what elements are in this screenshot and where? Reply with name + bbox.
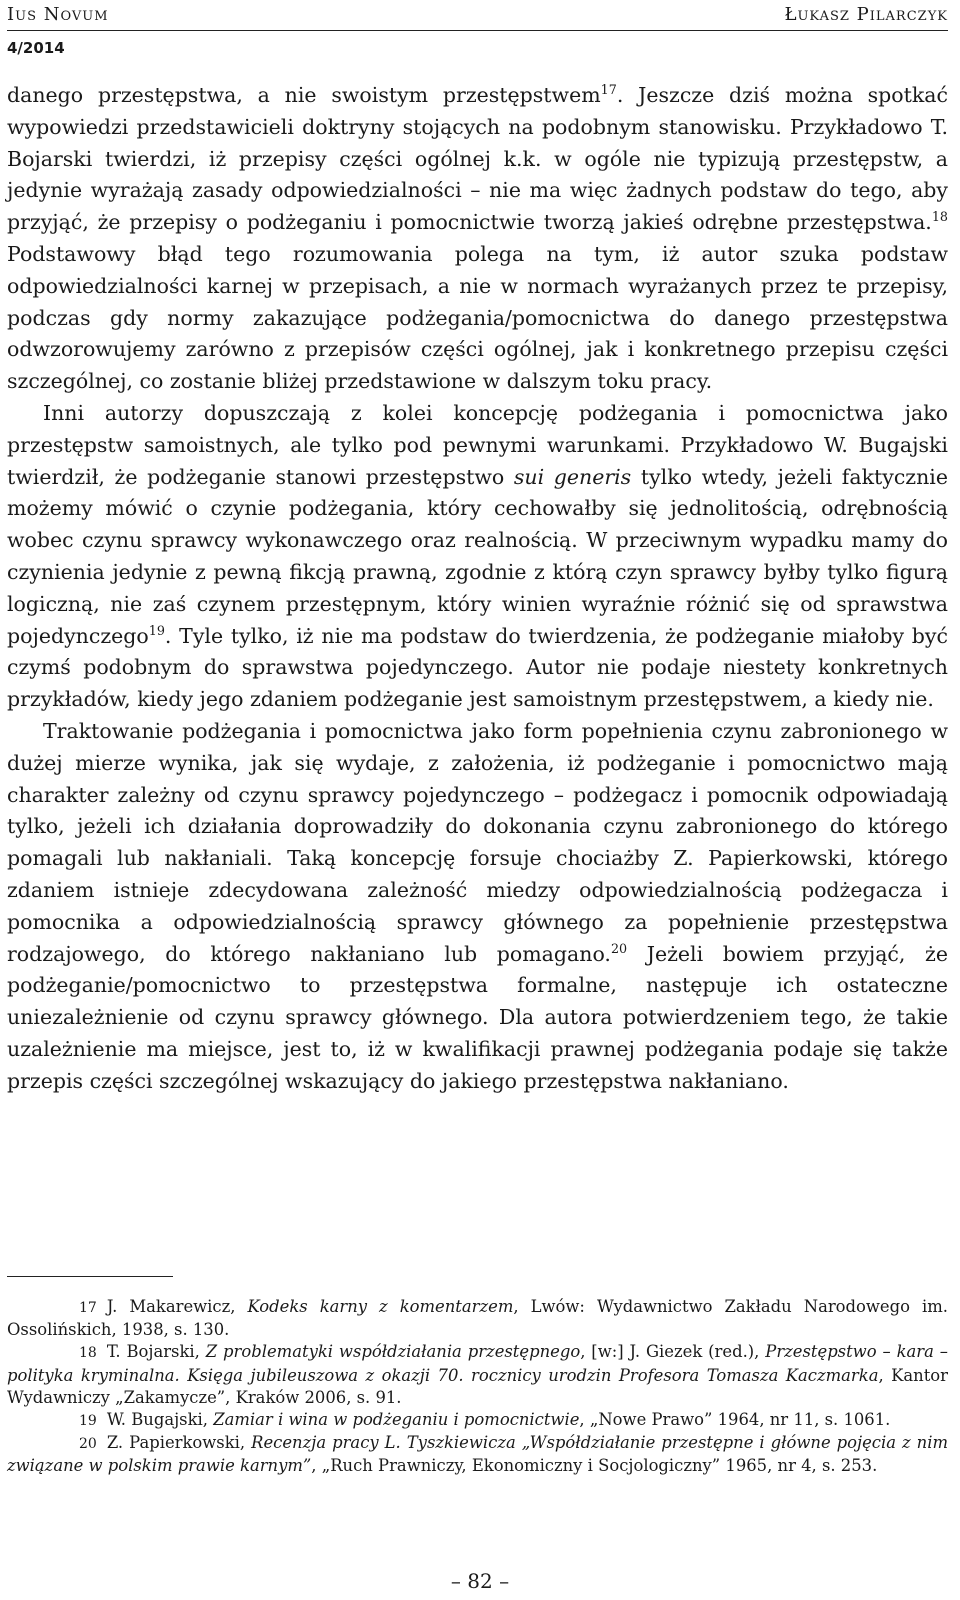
footnote-ref-18[interactable]: 18: [931, 209, 948, 225]
page-number: – 82 –: [450, 1569, 510, 1593]
paragraph-1: danego przestępstwa, a nie swoistym przestępstwem$^{17}$. Jeszcze dziś można spotkać wypowiedzi przedstawicieli doktryny stojących na podobnym stanowisku. Przykładowo T. Bojarski twierdzi, iż przepisy części ogólnej k.k. w ogóle nie typizują przestępstw, a jedynie wyrażają zasady odpowiedzialności – nie ma więc żadnych podstaw do tego, aby przyjąć, że przepisy o podżeganiu i pomocnictwie tworzą jakieś odrębne przestępstwa.$^{18}$ Podstawowy błąd tego rozumowania polega na tym, iż autor szuka podstaw odpowiedzialności karnej w przepisach, a nie w normach wyrażanych przez te przepisy, podczas gdy normy zakazujące podżegania/pomocnictwa do danego przestępstwa odwzorowujemy zarówno z przepisów części ogólnej, jak i konkretnego przepisu części szczególnej, co zostanie bliżej przedstawione w dalszym toku pracy.: [7, 82, 948, 394]
footnote-18: 18 T. Bojarski, Z problematyki współdziałania przestępnego, [w:] J. Giezek (red.), Przestępstwo – kara – polityka kryminalna. Księga jubileuszowa z okazji 70. rocznicy urodzin Profesora Tomasza Kaczmarka, Kantor Wydawniczy „Zakamycze”, Kraków 2006, s. 91.: [7, 1342, 948, 1407]
footnote-ref-20[interactable]: 20: [610, 940, 628, 956]
footnote-20: 20 Z. Papierkowski, Recenzja pracy L. Tyszkiewicza „Współdziałanie przestępne i główne pojęcia z nim związane w polskim prawie karnym”, „Ruch Prawniczy, Ekonomiczny i Socjologiczny” 1965, nr 4, s. 253.: [7, 1433, 948, 1476]
journal-title: Ius Novum: [7, 4, 109, 25]
footnote-ref-17[interactable]: 17: [600, 82, 617, 98]
paragraph-3: Traktowanie podżegania i pomocnictwa jako form popełnienia czynu zabronionego w dużej mierze wynika, jak się wydaje, z założenia, iż podżeganie i pomocnictwo mają charakter zależny od czynu sprawcy pojedynczego – podżegacz i pomocnik odpowiadają tylko, jeżeli ich działania doprowadziły do dokonania czynu zabronionego do którego pomagali lub nakłaniali. Taką koncepcję forsuje chociażby Z. Papierkowski, którego zdaniem istnieje zdecydowana zależność miedzy odpowiedzialnością podżegacza i pomocnika a odpowiedzialnością sprawcy głównego za popełnienie przestępstwa rodzajowego, do którego nakłaniano lub pomagano.$^{20}$ Jeżeli bowiem przyjąć, że podżeganie/pomocnictwo to przestępstwa formalne, następuje ich ostateczne uniezależnienie od czynu sprawcy głównego. Dla autora potwierdzeniem tego, że takie uzależnienie ma miejsce, jest to, iż w kwalifikacji prawnej podżegania podaje się także przepis części szczególnej wskazujący do jakiego przestępstwa nakłaniano.: [7, 718, 948, 1093]
article-author: Łukasz Pilarczyk: [784, 4, 948, 25]
footnotes: [7, 1296, 948, 1478]
running-header: [7, 2, 948, 31]
footnote-17: 17 J. Makarewicz, Kodeks karny z komentarzem, Lwów: Wydawnictwo Zakładu Narodowego im. Ossolińskich, 1938, s. 130.: [7, 1297, 949, 1340]
footnote-19: 19 W. Bugajski, Zamiar i wina w podżeganiu i pomocnictwie, „Nowe Prawo” 1964, nr 11, s. 1061.: [79, 1410, 891, 1430]
footnote-ref-19[interactable]: 19: [148, 622, 165, 638]
issue-number: 4/2014: [7, 39, 65, 57]
paragraph-2: Inni autorzy dopuszczają z kolei koncepcję podżegania i pomocnictwa jako przestępstw samoistnych, ale tylko pod pewnymi warunkami. Przykładowo W. Bugajski twierdził, że podżeganie stanowi przestępstwo sui generis tylko wtedy, jeżeli faktycznie możemy mówić o czynie podżegania, który cechowałby się jednolitością, odrębnością wobec czynu sprawcy wykonawczego oraz realnością. W przeciwnym wypadku mamy do czynienia jedynie z pewną fikcją prawną, zgodnie z którą czyn sprawcy byłby tylko figurą logiczną, nie zaś czynem przestępnym, który winien wyraźnie różnić się od sprawstwa pojedynczego$^{19}$. Tyle tylko, iż nie ma podstaw do twierdzenia, że podżeganie miałoby być czymś podobnym do sprawstwa pojedynczego. Autor nie podaje niestety konkretnych przykładów, kiedy jego zdaniem podżeganie jest samoistnym przestępstwem, a kiedy nie.: [7, 400, 948, 712]
main-text: [7, 80, 948, 1098]
footnote-separator: [7, 1276, 173, 1277]
